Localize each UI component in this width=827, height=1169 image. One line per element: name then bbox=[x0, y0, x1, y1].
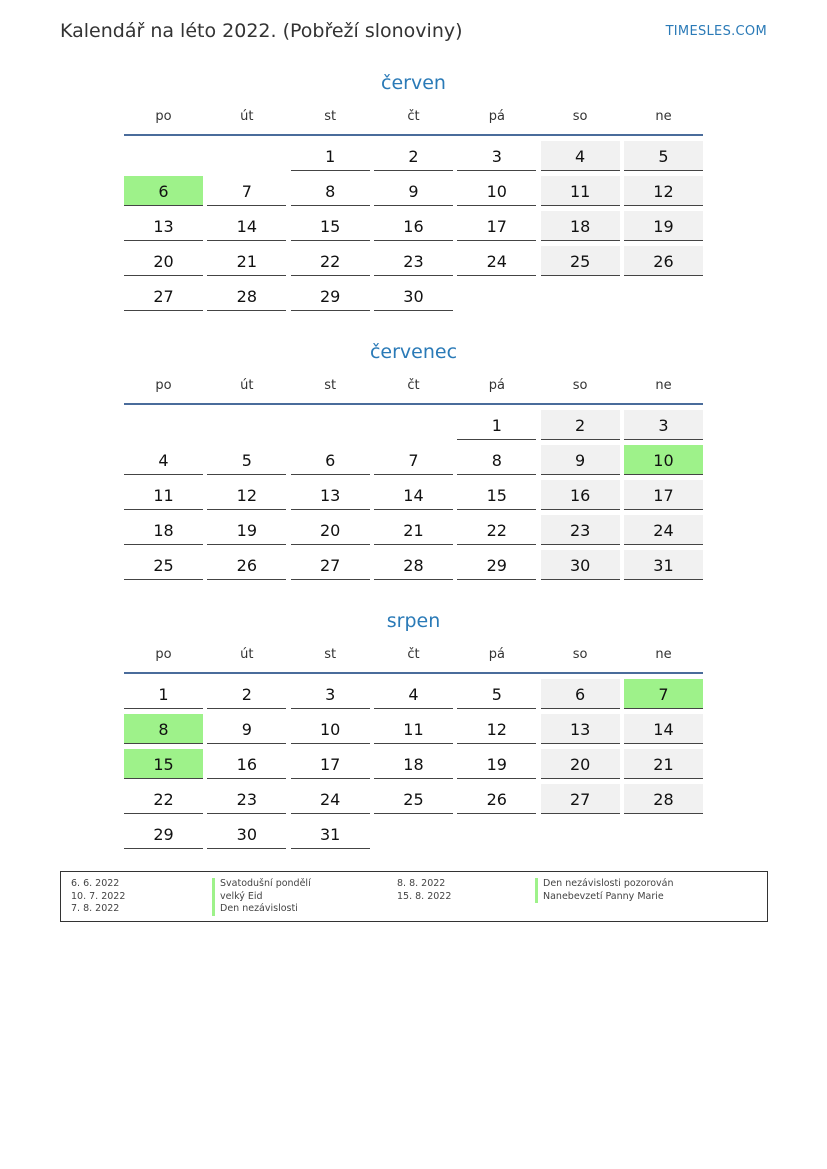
legend-date: 7. 8. 2022 bbox=[71, 903, 120, 914]
day-cell: 23 bbox=[207, 784, 286, 814]
legend-holiday-name: Den nezávislosti bbox=[220, 903, 298, 914]
day-cell: 11 bbox=[374, 714, 453, 744]
day-cell: 4 bbox=[374, 679, 453, 709]
legend-date: 15. 8. 2022 bbox=[397, 890, 452, 902]
day-cell: 1 bbox=[457, 410, 536, 440]
weekday-header bbox=[124, 375, 703, 397]
day-cell: 1 bbox=[124, 679, 203, 709]
legend-holiday-name: velký Eid bbox=[220, 890, 263, 902]
day-cell: 19 bbox=[624, 211, 703, 241]
weekday-label: po bbox=[155, 378, 172, 393]
legend-holiday-name: Nanebevzetí Panny Marie bbox=[543, 890, 664, 902]
day-cell: 5 bbox=[457, 679, 536, 709]
weekday-label: st bbox=[324, 109, 337, 124]
day-cell: 22 bbox=[457, 515, 536, 545]
month-title: červen bbox=[381, 72, 446, 94]
day-cell: 22 bbox=[124, 784, 203, 814]
day-grid bbox=[124, 141, 703, 311]
weekday-label: st bbox=[324, 647, 337, 662]
brand-link[interactable]: TIMESLES.COM bbox=[665, 24, 767, 39]
month-calendar bbox=[124, 339, 703, 580]
page-title: Kalendář na léto 2022. (Pobřeží slonoviny) bbox=[60, 20, 463, 42]
day-cell: 9 bbox=[541, 445, 620, 475]
day-cell: 1 bbox=[291, 141, 370, 171]
header-divider bbox=[124, 134, 703, 136]
day-cell: 30 bbox=[207, 819, 286, 849]
empty-day-cell bbox=[624, 819, 703, 849]
day-cell: 15 bbox=[124, 749, 203, 779]
day-cell: 12 bbox=[624, 176, 703, 206]
day-cell: 25 bbox=[124, 550, 203, 580]
weekday-label: pá bbox=[488, 647, 505, 662]
day-cell: 22 bbox=[291, 246, 370, 276]
empty-day-cell bbox=[624, 281, 703, 311]
day-cell: 18 bbox=[541, 211, 620, 241]
header-divider bbox=[124, 403, 703, 405]
day-cell: 29 bbox=[291, 281, 370, 311]
month-title: srpen bbox=[386, 610, 441, 632]
day-cell: 26 bbox=[457, 784, 536, 814]
legend-dates-col-1 bbox=[71, 878, 125, 916]
legend-date: 10. 7. 2022 bbox=[71, 890, 126, 902]
day-cell: 18 bbox=[374, 749, 453, 779]
legend-date: 8. 8. 2022 bbox=[397, 878, 446, 889]
day-cell: 9 bbox=[374, 176, 453, 206]
day-cell: 3 bbox=[291, 679, 370, 709]
day-cell: 10 bbox=[291, 714, 370, 744]
day-cell: 11 bbox=[541, 176, 620, 206]
day-cell: 4 bbox=[541, 141, 620, 171]
weekday-label: čt bbox=[407, 378, 420, 393]
day-cell: 17 bbox=[457, 211, 536, 241]
day-cell: 29 bbox=[457, 550, 536, 580]
month-calendar bbox=[124, 608, 703, 849]
day-cell: 3 bbox=[624, 410, 703, 440]
empty-day-cell bbox=[291, 410, 370, 440]
day-cell: 27 bbox=[541, 784, 620, 814]
day-cell: 27 bbox=[124, 281, 203, 311]
day-cell: 8 bbox=[291, 176, 370, 206]
empty-day-cell bbox=[374, 819, 453, 849]
legend-holiday-name: Den nezávislosti pozorován bbox=[543, 878, 674, 889]
day-cell: 5 bbox=[207, 445, 286, 475]
weekday-label: ne bbox=[655, 647, 672, 662]
day-cell: 9 bbox=[207, 714, 286, 744]
day-cell: 24 bbox=[624, 515, 703, 545]
day-cell: 6 bbox=[541, 679, 620, 709]
day-cell: 20 bbox=[124, 246, 203, 276]
weekday-label: st bbox=[324, 378, 337, 393]
weekday-header bbox=[124, 644, 703, 666]
weekday-label: ne bbox=[655, 378, 672, 393]
day-cell: 19 bbox=[457, 749, 536, 779]
day-cell: 23 bbox=[541, 515, 620, 545]
day-cell: 31 bbox=[624, 550, 703, 580]
weekday-label: pá bbox=[488, 378, 505, 393]
weekday-label: so bbox=[572, 647, 588, 662]
day-cell: 17 bbox=[624, 480, 703, 510]
empty-day-cell bbox=[124, 141, 203, 171]
day-cell: 2 bbox=[541, 410, 620, 440]
day-cell: 26 bbox=[624, 246, 703, 276]
weekday-label: pá bbox=[488, 109, 505, 124]
month-title: červenec bbox=[369, 341, 458, 363]
empty-day-cell bbox=[541, 819, 620, 849]
day-cell: 21 bbox=[624, 749, 703, 779]
header-divider bbox=[124, 672, 703, 674]
day-cell: 4 bbox=[124, 445, 203, 475]
day-cell: 17 bbox=[291, 749, 370, 779]
day-cell: 24 bbox=[457, 246, 536, 276]
empty-day-cell bbox=[124, 410, 203, 440]
day-cell: 21 bbox=[374, 515, 453, 545]
day-cell: 26 bbox=[207, 550, 286, 580]
day-cell: 20 bbox=[541, 749, 620, 779]
day-cell: 30 bbox=[374, 281, 453, 311]
weekday-label: út bbox=[240, 647, 254, 662]
day-cell: 25 bbox=[541, 246, 620, 276]
day-cell: 3 bbox=[457, 141, 536, 171]
day-cell: 28 bbox=[374, 550, 453, 580]
weekday-label: so bbox=[572, 378, 588, 393]
day-cell: 21 bbox=[207, 246, 286, 276]
day-cell: 10 bbox=[457, 176, 536, 206]
day-grid bbox=[124, 410, 703, 580]
day-cell: 10 bbox=[624, 445, 703, 475]
weekday-label: út bbox=[240, 378, 254, 393]
empty-day-cell bbox=[457, 819, 536, 849]
day-cell: 5 bbox=[624, 141, 703, 171]
day-cell: 16 bbox=[374, 211, 453, 241]
day-cell: 7 bbox=[207, 176, 286, 206]
day-cell: 13 bbox=[291, 480, 370, 510]
empty-day-cell bbox=[207, 410, 286, 440]
day-cell: 28 bbox=[624, 784, 703, 814]
day-cell: 28 bbox=[207, 281, 286, 311]
month-calendar bbox=[124, 70, 703, 311]
day-cell: 14 bbox=[624, 714, 703, 744]
holiday-legend bbox=[60, 871, 768, 922]
day-cell: 30 bbox=[541, 550, 620, 580]
empty-day-cell bbox=[457, 281, 536, 311]
day-cell: 31 bbox=[291, 819, 370, 849]
weekday-label: so bbox=[572, 109, 588, 124]
empty-day-cell bbox=[541, 281, 620, 311]
day-cell: 20 bbox=[291, 515, 370, 545]
day-cell: 8 bbox=[124, 714, 203, 744]
weekday-label: út bbox=[240, 109, 254, 124]
day-cell: 24 bbox=[291, 784, 370, 814]
day-cell: 13 bbox=[541, 714, 620, 744]
day-cell: 12 bbox=[207, 480, 286, 510]
day-cell: 15 bbox=[457, 480, 536, 510]
day-cell: 19 bbox=[207, 515, 286, 545]
day-cell: 14 bbox=[207, 211, 286, 241]
legend-dates-col-2 bbox=[397, 878, 451, 903]
weekday-label: po bbox=[155, 647, 172, 662]
day-cell: 6 bbox=[124, 176, 203, 206]
day-cell: 18 bbox=[124, 515, 203, 545]
empty-day-cell bbox=[374, 410, 453, 440]
weekday-label: čt bbox=[407, 109, 420, 124]
day-cell: 7 bbox=[624, 679, 703, 709]
day-cell: 16 bbox=[541, 480, 620, 510]
day-cell: 14 bbox=[374, 480, 453, 510]
day-cell: 15 bbox=[291, 211, 370, 241]
legend-names-col-2 bbox=[535, 878, 674, 903]
weekday-label: čt bbox=[407, 647, 420, 662]
day-cell: 6 bbox=[291, 445, 370, 475]
weekday-label: ne bbox=[655, 109, 672, 124]
day-cell: 25 bbox=[374, 784, 453, 814]
day-cell: 2 bbox=[207, 679, 286, 709]
weekday-header bbox=[124, 106, 703, 128]
empty-day-cell bbox=[207, 141, 286, 171]
day-grid bbox=[124, 679, 703, 849]
legend-holiday-name: Svatodušní pondělí bbox=[220, 878, 311, 889]
day-cell: 13 bbox=[124, 211, 203, 241]
day-cell: 23 bbox=[374, 246, 453, 276]
day-cell: 29 bbox=[124, 819, 203, 849]
day-cell: 2 bbox=[374, 141, 453, 171]
day-cell: 11 bbox=[124, 480, 203, 510]
day-cell: 8 bbox=[457, 445, 536, 475]
day-cell: 16 bbox=[207, 749, 286, 779]
day-cell: 7 bbox=[374, 445, 453, 475]
day-cell: 27 bbox=[291, 550, 370, 580]
legend-date: 6. 6. 2022 bbox=[71, 878, 120, 889]
legend-names-col-1 bbox=[212, 878, 311, 916]
day-cell: 12 bbox=[457, 714, 536, 744]
weekday-label: po bbox=[155, 109, 172, 124]
